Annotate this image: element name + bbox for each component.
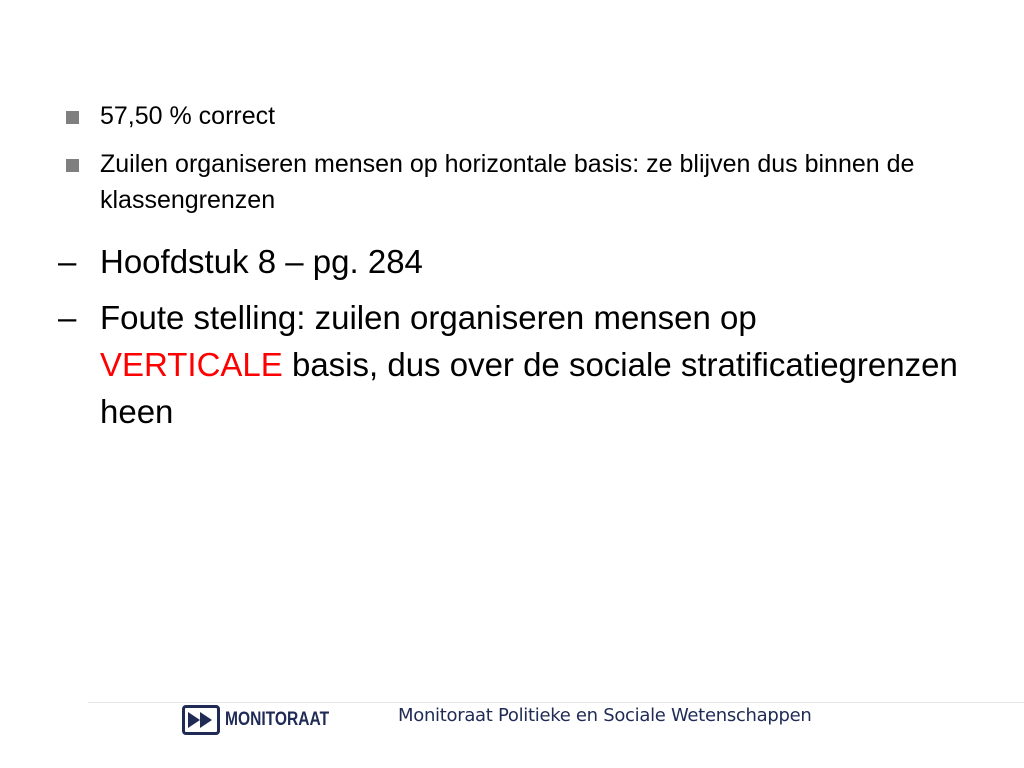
highlight-verticale: VERTICALE — [100, 346, 283, 383]
dash-item-text: Foute stelling: zuilen organiseren mensen op — [100, 299, 757, 336]
bullet-item: Zuilen organiseren mensen op horizontale basis: ze blijven dus binnen de klassengrenzen — [100, 150, 915, 214]
logo-text: MONITORAAT — [225, 709, 330, 730]
bullet-item: 57,50 % correct — [100, 102, 276, 130]
dash-item-text-continued: basis, dus over de sociale stratificatiegrenzen heen — [100, 346, 958, 430]
monitoraat-logo — [182, 703, 352, 737]
fast-forward-icon — [182, 705, 220, 735]
dash-item: Hoofdstuk 8 – pg. 284 — [100, 243, 423, 280]
dash-bullet: – — [58, 299, 77, 336]
fast-forward-glyph — [187, 711, 215, 729]
dash-bullet: – — [58, 243, 77, 280]
footer-title: Monitoraat Politieke en Sociale Wetenschappen — [398, 705, 812, 726]
bullet-square-icon — [66, 159, 79, 172]
dash-item — [100, 294, 980, 435]
bullet-square-icon — [66, 111, 79, 124]
